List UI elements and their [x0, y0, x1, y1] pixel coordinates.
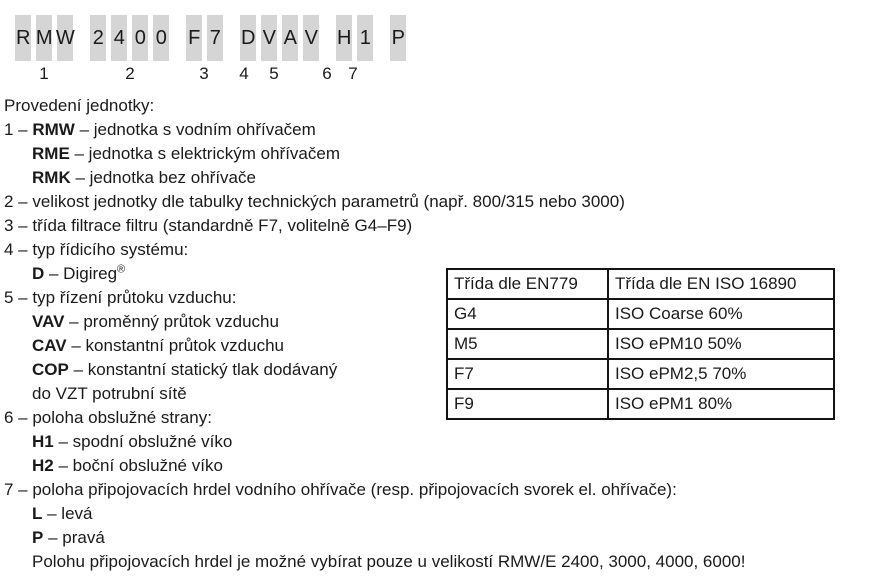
legend-line-17 — [4, 478, 745, 502]
code-position-7: 7 — [348, 64, 358, 83]
legend-text: 7 – poloha připojovacích hrdel vodního ohřívače (resp. připojovacích svorek el. ohřívače): — [4, 480, 677, 499]
legend-line-2 — [4, 118, 745, 142]
code-char-box: M — [36, 15, 52, 61]
table-cell: ISO ePM1 80% — [608, 389, 834, 419]
code-position-2: 2 — [125, 64, 135, 83]
legend-code-value: RME — [32, 144, 70, 163]
legend-line-19 — [4, 526, 745, 550]
code-char-box: W — [57, 15, 73, 61]
legend-code-value: VAV — [32, 312, 65, 331]
code-position-numbers — [0, 64, 870, 84]
code-group-unit-size — [90, 15, 169, 61]
legend-code-value: H2 — [32, 456, 54, 475]
table-row — [447, 389, 834, 419]
table-header-en779: Třída dle EN779 — [447, 269, 608, 299]
legend-line-1 — [4, 94, 745, 118]
legend-text: 6 – poloha obslužné strany: — [4, 408, 212, 427]
legend-text: – konstantní průtok vzduchu — [66, 336, 284, 355]
code-group-filter-class — [186, 15, 223, 61]
legend-text: – konstantní statický tlak dodávaný — [68, 360, 338, 379]
code-char-box: 7 — [207, 15, 223, 61]
code-char-box: 2 — [90, 15, 106, 61]
legend-text: 5 – typ řízení průtoku vzduchu: — [4, 288, 237, 307]
registered-trademark-symbol: ® — [117, 263, 126, 276]
code-char-box: 4 — [111, 15, 127, 61]
product-code — [15, 15, 406, 61]
legend-code-value: P — [32, 528, 44, 547]
legend-text: Provedení jednotky: — [4, 96, 155, 115]
legend-code-value: RMK — [32, 168, 71, 187]
table-row — [447, 359, 834, 389]
filter-class-table — [446, 268, 835, 420]
legend-code-value: RMW — [32, 120, 75, 139]
table-row — [447, 299, 834, 329]
table-cell: M5 — [447, 329, 608, 359]
legend-line-20 — [4, 550, 745, 574]
code-char-box: P — [390, 15, 406, 61]
legend-text: do VZT potrubní sítě — [32, 384, 187, 403]
legend-line-3 — [4, 142, 745, 166]
code-position-1: 1 — [39, 64, 49, 83]
legend-line-4 — [4, 166, 745, 190]
code-char-box: 0 — [153, 15, 169, 61]
table-cell: ISO ePM10 50% — [608, 329, 834, 359]
legend-text: – Digireg — [44, 264, 118, 283]
code-char-box: F — [186, 15, 202, 61]
code-group-control-airflow — [240, 15, 319, 61]
code-group-service-side — [336, 15, 373, 61]
legend-line-16 — [4, 454, 745, 478]
code-char-box: V — [303, 15, 319, 61]
legend-line-18 — [4, 502, 745, 526]
legend-code-value: H1 — [32, 432, 54, 451]
legend-text: Polohu připojovacích hrdel je možné vybírat pouze u velikostí RMW/E 2400, 3000, 4000, 6000! — [32, 552, 746, 571]
table-cell: ISO ePM2,5 70% — [608, 359, 834, 389]
legend-line-5 — [4, 190, 745, 214]
code-position-5: 5 — [269, 64, 279, 83]
code-char-box: 1 — [357, 15, 373, 61]
code-position-3: 3 — [199, 64, 209, 83]
table-cell: ISO Coarse 60% — [608, 299, 834, 329]
legend-text: 3 – třída filtrace filtru (standardně F7, volitelně G4–F9) — [4, 216, 413, 235]
legend-text: – levá — [42, 504, 93, 523]
code-position-4: 4 — [239, 64, 249, 83]
legend-code-value: L — [32, 504, 43, 523]
code-char-box: R — [15, 15, 31, 61]
legend-text: – proměnný průtok vzduchu — [64, 312, 279, 331]
legend-text: 2 – velikost jednotky dle tabulky technických parametrů (např. 800/315 nebo 3000) — [4, 192, 625, 211]
code-char-box: D — [240, 15, 256, 61]
legend-code-value: COP — [32, 360, 69, 379]
legend-text: – jednotka s vodním ohřívačem — [74, 120, 316, 139]
code-group-unit-type — [15, 15, 73, 61]
code-char-box: H — [336, 15, 352, 61]
legend-line-6 — [4, 214, 745, 238]
code-char-box: A — [282, 15, 298, 61]
legend-text: 4 – typ řídicího systému: — [4, 240, 189, 259]
code-group-connection-side — [390, 15, 406, 61]
table-cell: F9 — [447, 389, 608, 419]
legend-text: – jednotka bez ohřívače — [70, 168, 256, 187]
legend-text: 1 – — [4, 120, 33, 139]
legend-text: – pravá — [43, 528, 105, 547]
legend-code-value: CAV — [32, 336, 67, 355]
table-cell: G4 — [447, 299, 608, 329]
legend-line-7 — [4, 238, 745, 262]
legend-line-15 — [4, 430, 745, 454]
table-cell: F7 — [447, 359, 608, 389]
legend-code-value: D — [32, 264, 45, 283]
table-header-iso16890: Třída dle EN ISO 16890 — [608, 269, 834, 299]
legend-text: – jednotka s elektrickým ohřívačem — [69, 144, 340, 163]
code-position-6: 6 — [322, 64, 332, 83]
code-char-box: 0 — [132, 15, 148, 61]
table-header-row — [447, 269, 834, 299]
table-row — [447, 329, 834, 359]
legend-text: – spodní obslužné víko — [53, 432, 233, 451]
code-char-box: V — [261, 15, 277, 61]
legend-text: – boční obslužné víko — [53, 456, 223, 475]
